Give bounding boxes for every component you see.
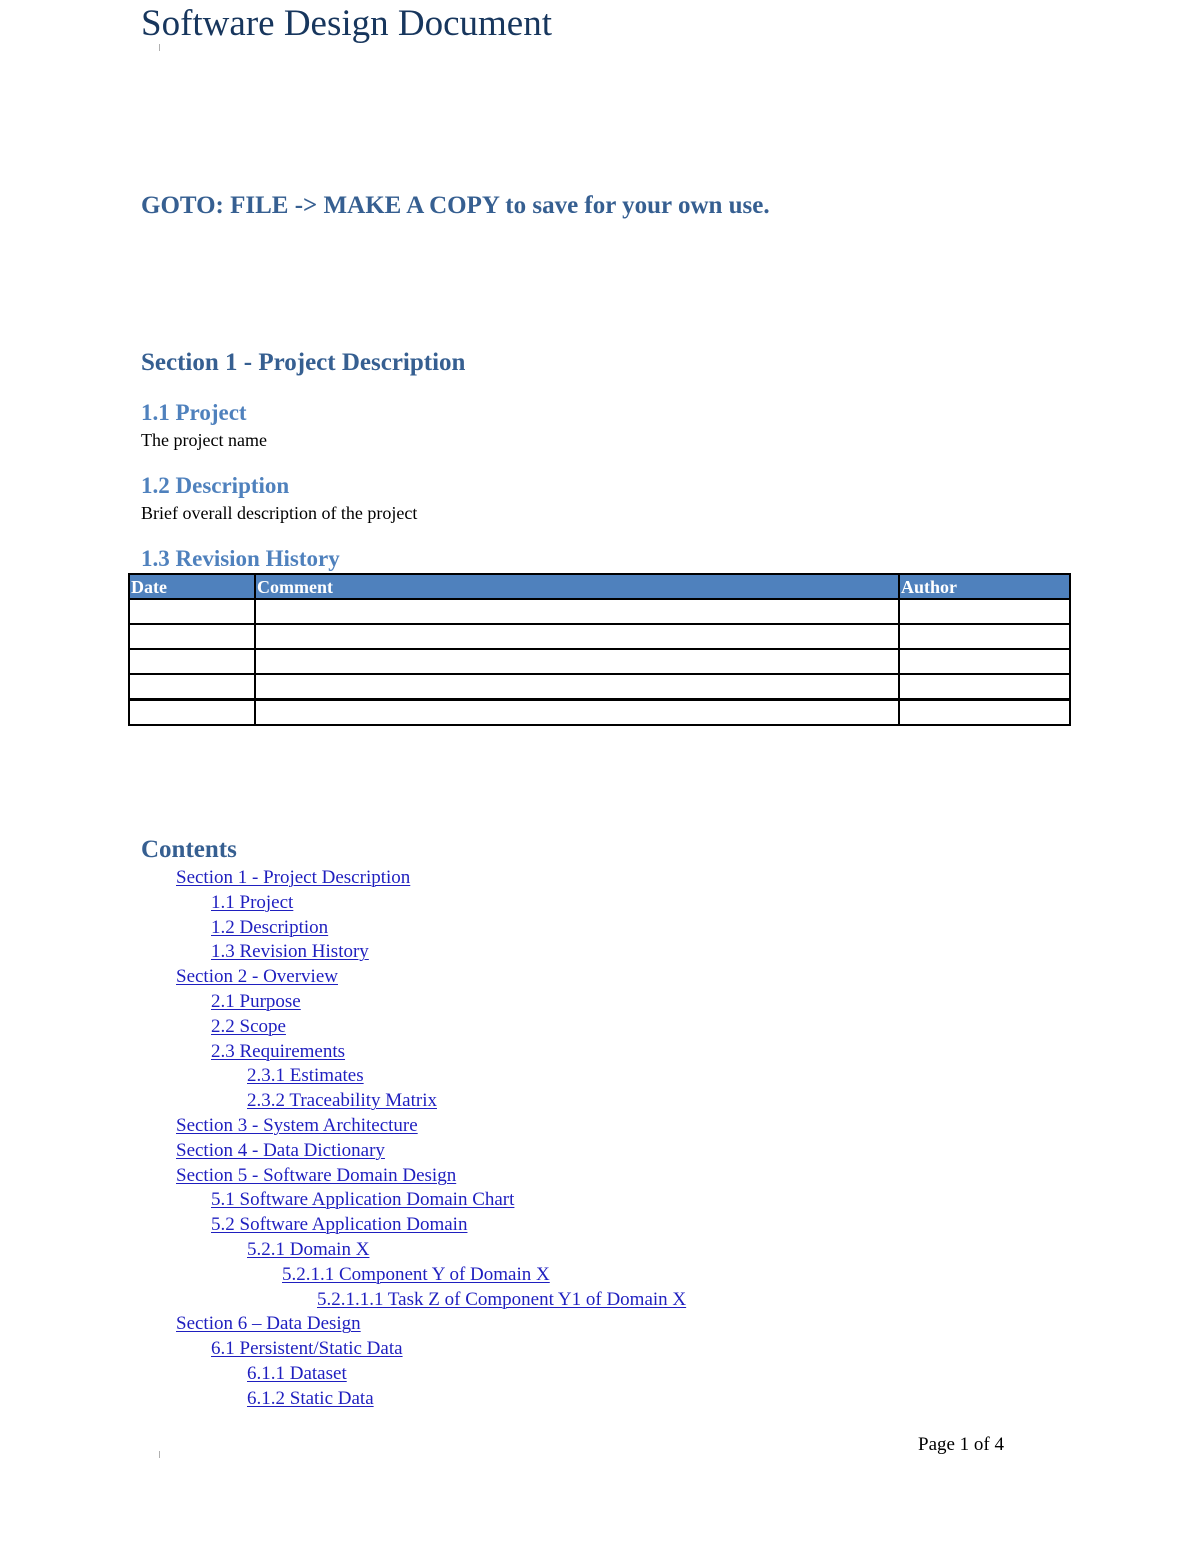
toc-link-2-3-1[interactable]: 2.3.1 Estimates (247, 1065, 364, 1087)
toc-item (0, 1188, 686, 1213)
column-header-date: Date (129, 574, 255, 599)
toc-item (0, 1040, 686, 1065)
table-header-row (129, 574, 1070, 599)
column-header-comment: Comment (255, 574, 899, 599)
toc-item (0, 1387, 686, 1412)
toc-link-1-3[interactable]: 1.3 Revision History (211, 941, 369, 963)
toc-item (0, 1114, 686, 1139)
toc-item (0, 1139, 686, 1164)
header-margin-mark (159, 44, 160, 51)
page-number: Page 1 of 4 (918, 1434, 1005, 1455)
toc-link-6-1[interactable]: 6.1 Persistent/Static Data (211, 1338, 403, 1360)
toc-link-6-1-1[interactable]: 6.1.1 Dataset (247, 1362, 347, 1384)
toc-link-section-2[interactable]: Section 2 - Overview (176, 966, 338, 988)
toc-link-2-3[interactable]: 2.3 Requirements (211, 1040, 346, 1062)
revision-history-heading: 1.3 Revision History (141, 546, 340, 571)
toc-link-1-2[interactable]: 1.2 Description (211, 916, 329, 938)
toc-item (0, 1164, 686, 1189)
toc-link-section-5[interactable]: Section 5 - Software Domain Design (176, 1164, 457, 1186)
toc-link-5-1[interactable]: 5.1 Software Application Domain Chart (211, 1189, 515, 1211)
toc-item (0, 1362, 686, 1387)
comment-cell[interactable] (255, 599, 899, 624)
toc-link-5-2-1-1[interactable]: 5.2.1.1 Component Y of Domain X (282, 1263, 550, 1285)
document-title: Software Design Document (141, 3, 553, 44)
toc-item (0, 891, 686, 916)
date-cell[interactable] (129, 649, 255, 674)
description-heading: 1.2 Description (141, 473, 290, 498)
toc-item (0, 940, 686, 965)
toc-link-2-2[interactable]: 2.2 Scope (211, 1015, 286, 1037)
date-cell[interactable] (129, 599, 255, 624)
toc-link-5-2-1-1-1[interactable]: 5.2.1.1.1 Task Z of Component Y1 of Domain X (317, 1288, 687, 1310)
table-row (129, 649, 1070, 674)
comment-cell[interactable] (255, 649, 899, 674)
toc-link-section-1[interactable]: Section 1 - Project Description (176, 867, 411, 888)
toc-item (0, 1263, 686, 1288)
toc-item (0, 1238, 686, 1263)
contents-heading: Contents (141, 836, 237, 863)
toc-item (0, 1089, 686, 1114)
table-row (129, 624, 1070, 649)
table-row (129, 674, 1070, 700)
toc-link-5-2-1[interactable]: 5.2.1 Domain X (247, 1238, 370, 1260)
toc-item (0, 1337, 686, 1362)
toc-item (0, 1312, 686, 1337)
comment-cell[interactable] (255, 700, 899, 726)
copy-notice: GOTO: FILE -> MAKE A COPY to save for your own use. (141, 192, 770, 219)
toc-item (0, 1213, 686, 1238)
toc-item (0, 965, 686, 990)
toc-item (0, 866, 686, 891)
footer-margin-mark (159, 1451, 160, 1458)
author-cell[interactable] (899, 674, 1070, 700)
description-text[interactable]: Brief overall description of the project (141, 503, 418, 523)
toc-link-section-6[interactable]: Section 6 – Data Design (176, 1313, 361, 1335)
toc-link-6-1-2[interactable]: 6.1.2 Static Data (247, 1387, 374, 1409)
project-text[interactable]: The project name (141, 430, 267, 450)
comment-cell[interactable] (255, 674, 899, 700)
revision-history-table (128, 573, 1071, 726)
section-1-heading: Section 1 - Project Description (141, 349, 466, 376)
project-heading: 1.1 Project (141, 400, 247, 425)
toc-link-5-2[interactable]: 5.2 Software Application Domain (211, 1214, 468, 1236)
toc-link-2-1[interactable]: 2.1 Purpose (211, 990, 301, 1012)
toc-link-section-3[interactable]: Section 3 - System Architecture (176, 1114, 418, 1136)
toc-item (0, 1064, 686, 1089)
toc-item (0, 990, 686, 1015)
column-header-author: Author (899, 574, 1070, 599)
table-row (129, 599, 1070, 624)
date-cell[interactable] (129, 674, 255, 700)
toc-item (0, 1288, 686, 1313)
author-cell[interactable] (899, 649, 1070, 674)
toc-item (0, 916, 686, 941)
table-of-contents (0, 866, 686, 1412)
toc-link-1-1[interactable]: 1.1 Project (211, 891, 294, 913)
toc-link-2-3-2[interactable]: 2.3.2 Traceability Matrix (247, 1090, 437, 1112)
table-row (129, 700, 1070, 726)
author-cell[interactable] (899, 700, 1070, 726)
comment-cell[interactable] (255, 624, 899, 649)
toc-item (0, 1015, 686, 1040)
author-cell[interactable] (899, 599, 1070, 624)
toc-link-section-4[interactable]: Section 4 - Data Dictionary (176, 1139, 385, 1161)
author-cell[interactable] (899, 624, 1070, 649)
date-cell[interactable] (129, 700, 255, 726)
date-cell[interactable] (129, 624, 255, 649)
